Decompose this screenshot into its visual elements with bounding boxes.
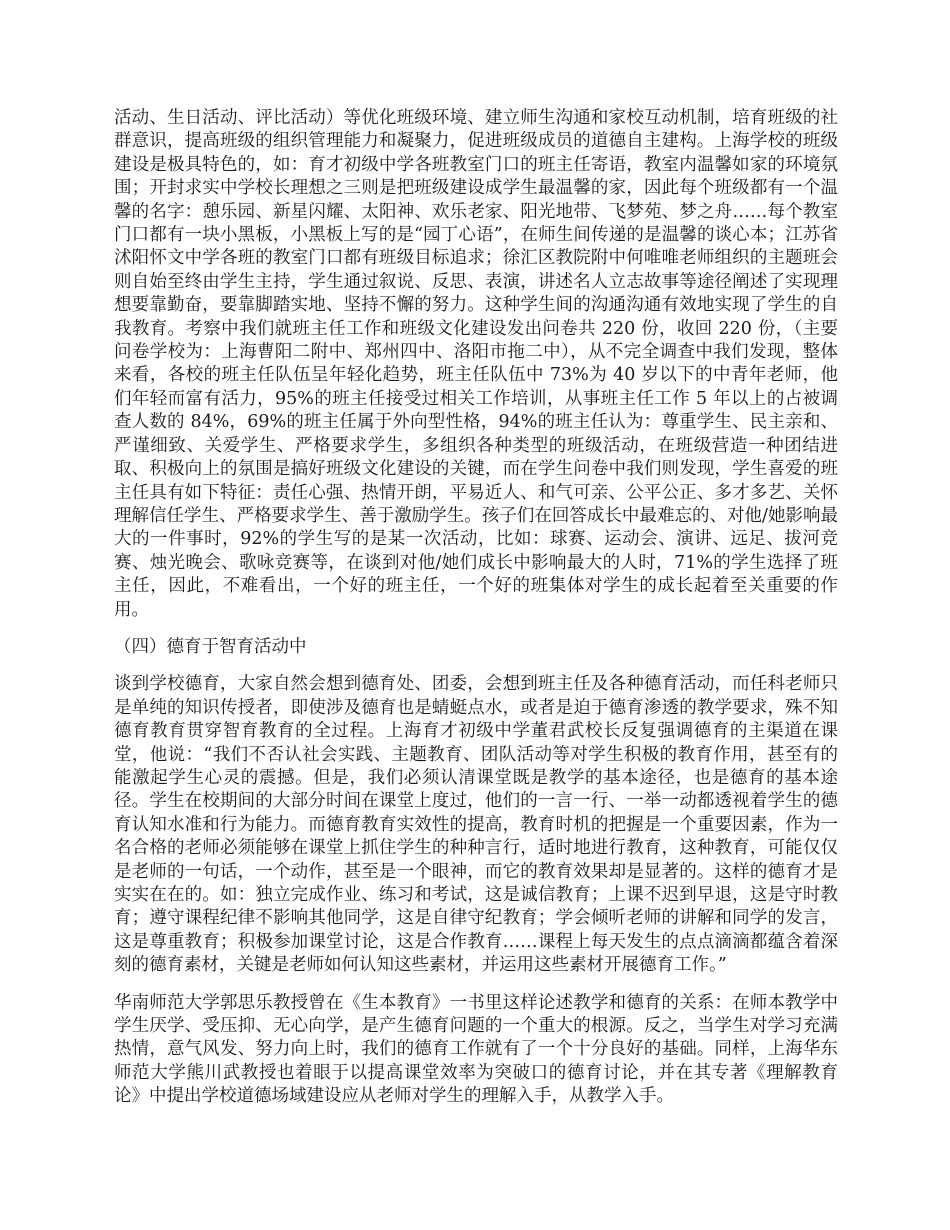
document-page — [114, 107, 838, 1123]
body-paragraph: 活动、生日活动、评比活动）等优化班级环境、建立师生沟通和家校互动机制，培育班级的社群意识，提高班级的组织管理能力和凝聚力，促进班级成员的道德自主建构。上海学校的班级建设是极具特色的，如：育才初级中学各班教室门口的班主任寄语，教室内温馨如家的环境氛围；开封求实中学校长理想之三则是把班级建设成学生最温馨的家，因此每个班级都有一个温馨的名字：憩乐园、新星闪耀、太阳神、欢乐老家、阳光地带、飞梦苑、梦之舟……每个教室门口都有一块小黑板，小黑板上写的是“园丁心语”，在师生间传递的是温馨的谈心本；江苏省沭阳怀文中学各班的教室门口都有班级目标追求；徐汇区教院附中何唯唯老师组织的主题班会则自始至终由学生主持，学生通过叙说、反思、表演，讲述名人立志故事等途径阐述了实现理想要靠勤奋，要靠脚踏实地、坚持不懈的努力。这种学生间的沟通沟通有效地实现了学生的自我教育。考察中我们就班主任工作和班级文化建设发出问卷共 220 份，收回 220 份，（主要问卷学校为：上海曹阳二附中、郑州四中、洛阳市拖二中），从不完全调查中我们发现，整体来看，各校的班主任队伍呈年轻化趋势，班主任队伍中 73%为 40 岁以下的中青年老师，他们年轻而富有活力，95%的班主任接受过相关工作培训，从事班主任工作 5 年以上的占被调查人数的 84%，69%的班主任属于外向型性格，94%的班主任认为：尊重学生、民主亲和、严谨细致、关爱学生、严格要求学生，多组织各种类型的班级活动，在班级营造一种团结进取、积极向上的氛围是搞好班级文化建设的关键，而在学生问卷中我们则发现，学生喜爱的班主任具有如下特征：责任心强、热情开朗，平易近人、和气可亲、公平公正、多才多艺、关怀理解信任学生、严格要求学生、善于激励学生。孩子们在回答成长中最难忘的、对他/她影响最大的一件事时，92%的学生写的是某一次活动，比如：球赛、运动会、演讲、远足、拔河竞赛、烛光晚会、歌咏竞赛等，在谈到对他/她们成长中影响最大的人时，71%的学生选择了班主任，因此，不难看出，一个好的班主任，一个好的班集体对学生的成长起着至关重要的作用。 — [114, 108, 838, 620]
section-heading: （四）德育于智育活动中 — [114, 636, 307, 657]
body-paragraph: 华南师范大学郭思乐教授曾在《生本教育》一书里这样论述教学和德育的关系：在师本教学中学生厌学、受压抑、无心向学，是产生德育问题的一个重大的根源。反之，当学生对学习充满热情，意气风发、努力向上时，我们的德育工作就有了一个十分良好的基础。同样，上海华东师范大学熊川武教授也着眼于以提高课堂效率为突破口的德育讨论，并在其专著《理解教育论》中提出学校道德场域建设应从老师对学生的理解入手，从教学入手。 — [114, 992, 838, 1107]
body-paragraph: 谈到学校德育，大家自然会想到德育处、团委，会想到班主任及各种德育活动，而任科老师只是单纯的知识传授者，即使涉及德育也是蜻蜓点水，或者是迫于德育渗透的教学要求，殊不知德育教育贯穿智育教育的全过程。上海育才初级中学董君武校长反复强调德育的主渠道在课堂，他说：“我们不否认社会实践、主题教育、团队活动等对学生积极的教育作用，甚至有的能激起学生心灵的震撼。但是，我们必须认清课堂既是教学的基本途径，也是德育的基本途径。学生在校期间的大部分时间在课堂上度过，他们的一言一行、一举一动都透视着学生的德育认知水准和行为能力。而德育教育实效性的提高，教育时机的把握是一个重要因素，作为一名合格的老师必须能够在课堂上抓住学生的种种言行，适时地进行教育，这种教育，可能仅仅是老师的一句话，一个动作，甚至是一个眼神，而它的教育效果却是显著的。这样的德育才是实实在在的。如：独立完成作业、练习和考试，这是诚信教育；上课不迟到早退，这是守时教育；遵守课程纪律不影响其他同学，这是自律守纪教育；学会倾听老师的讲解和同学的发言，这是尊重教育；积极参加课堂讨论，这是合作教育……课程上每天发生的点点滴滴都蕴含着深刻的德育素材，关键是老师如何认知这些素材，并运用这些素材开展德育工作。” — [114, 674, 838, 976]
